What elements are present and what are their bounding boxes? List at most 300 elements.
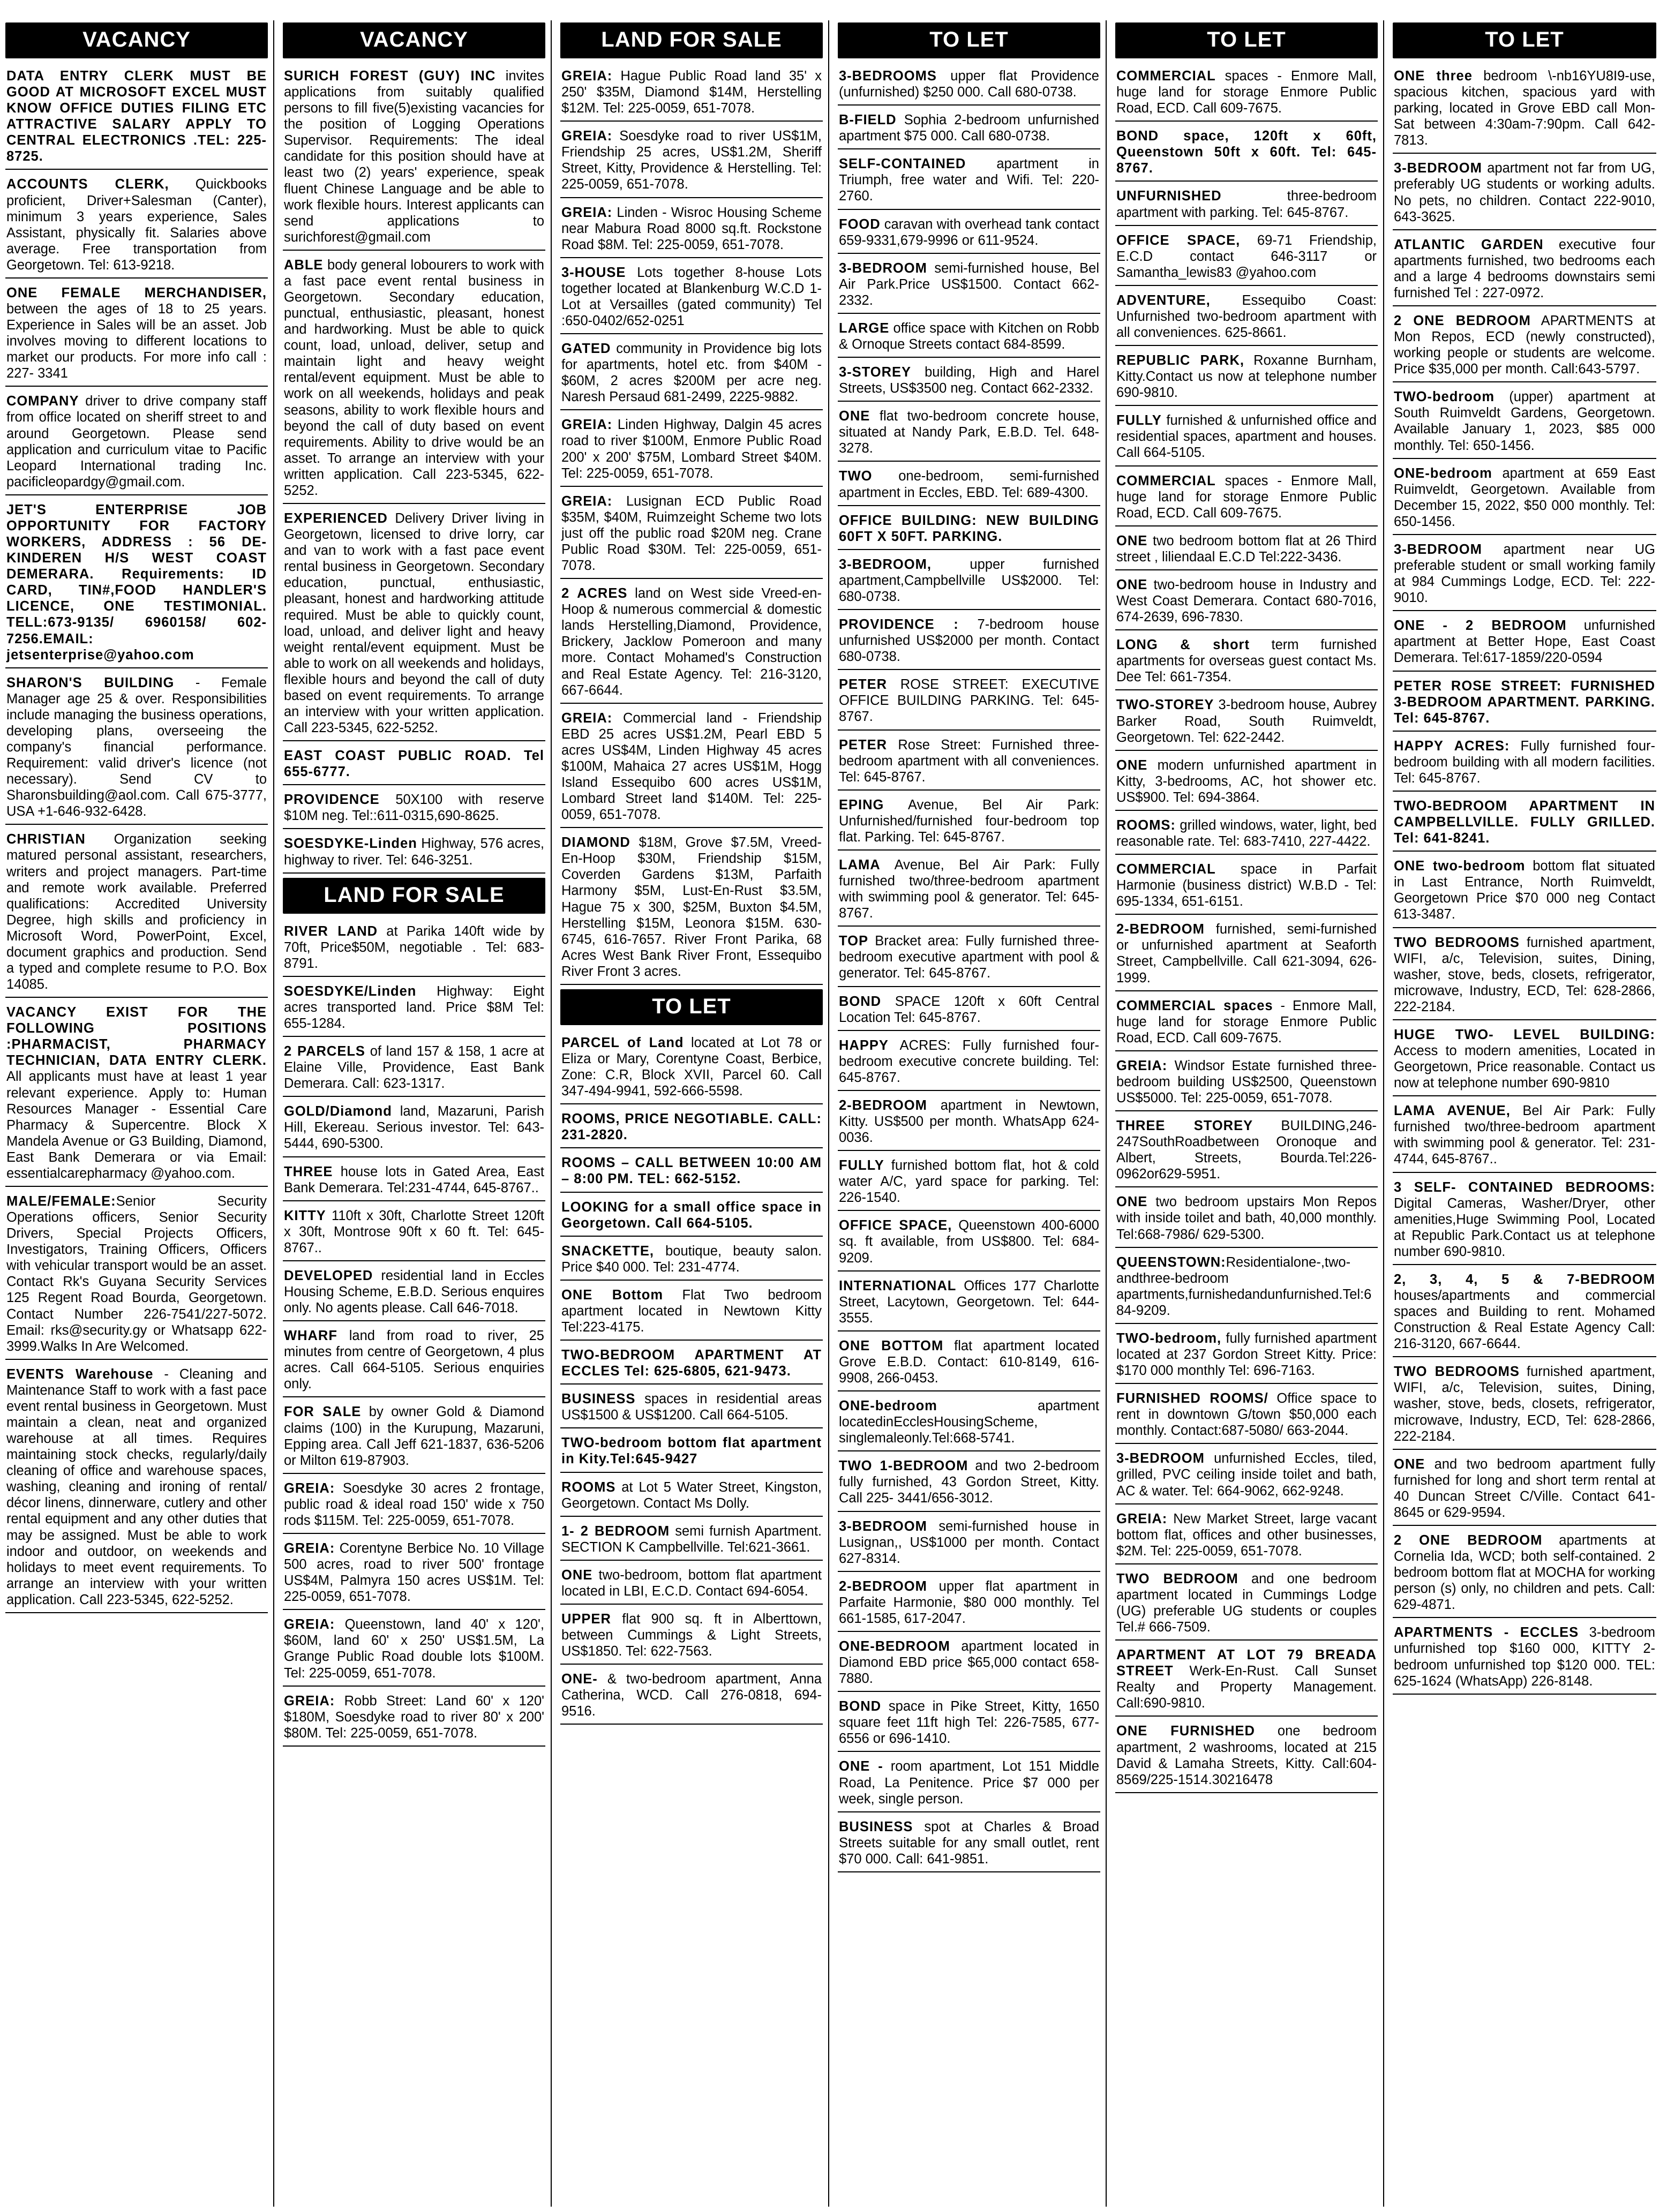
classified-ad	[1115, 1116, 1378, 1187]
classified-ad	[1393, 463, 1656, 535]
ad-lead: HAPPY	[839, 1037, 889, 1053]
ad-body: three-bedroom apartment with parking. Tel: 645-8767.	[1116, 189, 1377, 220]
classified-ad	[838, 1756, 1100, 1812]
classified-ad	[283, 66, 545, 251]
classified-ad	[560, 202, 823, 258]
classified-ad	[1393, 387, 1656, 458]
classified-ad	[1115, 350, 1378, 406]
ad-body: between the ages of 18 to 25 years. Experience in Sales will be an asset. Job involves moving to different locations to market our products. For more info call : 227- 3341	[6, 302, 267, 381]
classified-ad	[1115, 290, 1378, 346]
ad-lead: JET'S ENTERPRISE JOB OPPORTUNITY FOR FACTORY WORKERS, ADDRESS : 56 DE-KINDEREN H/S WEST COAST DEMERARA. Requirements: ID CARD, TIN#,FOOD HANDLER'S LICENCE, ONE TESTIMONIAL. TELL:673-9135/ 6960158/ 602-7256.EMAIL: jetsenterprise@yahoo.com	[6, 502, 267, 663]
classified-ad	[838, 510, 1100, 550]
ad-lead: ONE	[1394, 1456, 1425, 1472]
ad-lead: ONE	[1116, 757, 1148, 773]
classified-ad	[560, 66, 823, 122]
ad-lead: ABLE	[284, 257, 324, 273]
ad-body: two-bedroom, bottom flat apartment located in LBI, E.C.D. Contact 694-6054.	[561, 1567, 822, 1599]
ad-body: grilled windows, water, light, bed reasonable rate. Tel: 683-7410, 227-4422.	[1116, 817, 1377, 849]
classified-ad	[1115, 996, 1378, 1051]
ad-body: apartment not far from UG, preferably UG students or working adults. No pets, no children. Contact 222-9010, 643-3625.	[1394, 161, 1655, 224]
classified-ad	[1115, 1721, 1378, 1793]
ad-body: apartment locatedinEcclesHousingScheme, singlemaleonly.Tel:668-5741.	[839, 1398, 1099, 1446]
ad-body: apartment at 659 East Ruimveldt, Georgetown. Available from December 15, 2022, $50 000 monthly. Tel: 650-1456.	[1394, 465, 1655, 529]
ad-lead: ONE Bottom	[561, 1287, 663, 1303]
classified-ad	[283, 255, 545, 504]
ad-body: Office space to rent in downtown G/town $50,000 each monthly. Contact:687-5080/ 663-2044.	[1116, 1391, 1377, 1439]
classified-ad	[838, 795, 1100, 851]
classified-ad	[5, 1364, 268, 1613]
classified-ad	[838, 735, 1100, 791]
ad-lead: BUSINESS	[561, 1391, 636, 1407]
ad-body: 69-71 Friendship, E.C.D contact 646-3117 or Samantha_lewis83 @yahoo.com	[1116, 232, 1377, 280]
ad-lead: 2-BEDROOM	[839, 1097, 927, 1113]
classified-ad	[5, 66, 268, 170]
ad-lead: FULLY	[839, 1158, 884, 1173]
ad-body: 110ft x 30ft, Charlotte Street 120ft x 30ft, Montrose 90ft x 60 ft. Tel: 645-8767..	[284, 1208, 544, 1255]
ad-lead: 1- 2 BEDROOM	[561, 1523, 670, 1539]
classified-ad	[1393, 1269, 1656, 1357]
classified-ad	[838, 991, 1100, 1031]
ad-lead: LAMA	[839, 857, 881, 872]
section-header: TO LET	[1115, 22, 1378, 58]
classified-ad	[560, 1389, 823, 1428]
ad-lead: TOP	[839, 934, 868, 949]
classified-ad	[1393, 235, 1656, 306]
ad-body: unfurnished Eccles, tiled, grilled, PVC ceiling inside toilet and bath, AC & water. Tel: 664-9062, 662-9248.	[1116, 1451, 1377, 1499]
ad-lead: TWO-STOREY	[1116, 697, 1214, 713]
ad-lead: COMMERCIAL spaces	[1116, 998, 1273, 1013]
ad-body: fully furnished apartment located at 237 Gordon Street Kitty. Price: $170 000 monthly Tel: 696-7163.	[1116, 1330, 1377, 1379]
ad-body: room apartment, Lot 151 Middle Road, La Penitence. Price $7 000 per week, single person.	[839, 1759, 1099, 1807]
ad-body: one-bedroom, semi-furnished apartment in Eccles, EBD. Tel: 689-4300.	[839, 469, 1099, 500]
ad-body: bottom flat situated in Last Entrance, North Ruimveldt, Georgetown Price $70 000 neg Contact 613-3487.	[1394, 859, 1655, 922]
classified-ad	[838, 1215, 1100, 1271]
classified-ad	[5, 1191, 268, 1360]
ad-body: upper flat Providence (unfurnished) $250 000. Call 680-0738.	[839, 69, 1099, 100]
ad-lead: 2 PARCELS	[284, 1044, 365, 1059]
classified-ad	[1115, 919, 1378, 991]
classified-ad	[283, 746, 545, 785]
ad-body: Corentyne Berbice No. 10 Village 500 acres, road to river 500' frontage US$4M, Palmyra 150 acres US$1M. Tel: 225-0059, 651-7078.	[284, 1541, 544, 1605]
classified-ad	[560, 1433, 823, 1472]
ad-body: furnished bottom flat, hot & cold water A/C, yard space for parking. Tel: 226-1540.	[839, 1158, 1099, 1206]
ad-body: 3-bedroom unfurnished top $160 000, KITTY 2-bedroom unfurnished top $120 000. TEL: 625-1624 (WhatsApp) 226-8148.	[1394, 1625, 1655, 1689]
ad-body: land from road to river, 25 minutes from centre of Georgetown, 4 plus acres. Call 664-5105. Serious enquiries only.	[284, 1328, 544, 1392]
ad-lead: 3-BEDROOM,	[839, 556, 932, 572]
ad-lead: EAST COAST PUBLIC ROAD. Tel 655-6777.	[284, 748, 544, 780]
ad-body: term furnished apartments for overseas guest contact Ms. Dee Tel: 661-7354.	[1116, 637, 1377, 685]
ad-body: residential land in Eccles Housing Scheme, E.B.D. Serious enquires only. No agents please. Call 646-7018.	[284, 1268, 544, 1316]
classified-ad	[838, 674, 1100, 730]
ad-lead: SURICH FOREST (GUY) INC	[284, 69, 496, 84]
section-header: VACANCY	[5, 22, 268, 58]
classified-ad	[283, 1538, 545, 1610]
ad-lead: ONE	[561, 1567, 593, 1583]
classified-ad	[1393, 1101, 1656, 1172]
ad-lead: GOLD/Diamond	[284, 1104, 392, 1119]
classified-ad	[1393, 539, 1656, 611]
classified-ad	[838, 1516, 1100, 1572]
ad-lead: EVENTS Warehouse	[6, 1366, 154, 1382]
ad-lead: ONE	[839, 409, 870, 424]
ad-lead: ROOMS, PRICE NEGOTIABLE. CALL: 231-2820.	[561, 1111, 822, 1143]
ad-lead: TWO-BEDROOM APARTMENT AT ECCLES Tel: 625-6805, 621-9473.	[561, 1348, 822, 1379]
section-header: TO LET	[1393, 22, 1656, 58]
classified-ad	[283, 1326, 545, 1397]
ad-body: spaces in residential areas US$1500 & US$1200. Call 664-5105.	[561, 1391, 822, 1423]
classified-ad	[283, 1402, 545, 1473]
ad-lead: SHARON'S BUILDING	[6, 675, 175, 690]
classified-ad	[1393, 158, 1656, 230]
ad-lead: SELF-CONTAINED	[839, 156, 966, 172]
ad-body: 50X100 with reserve $10M neg. Tel::611-0315,690-8625.	[284, 792, 544, 824]
ad-body: semi-furnished house in Lusignan,, US$1000 per month. Contact 627-8314.	[839, 1518, 1099, 1566]
ad-lead: LARGE	[839, 320, 890, 336]
classified-ad	[283, 1041, 545, 1097]
classified-ad	[838, 1095, 1100, 1151]
classified-ad	[1393, 932, 1656, 1020]
ad-lead: ROOMS – CALL BETWEEN 10:00 AM – 8:00 PM. TEL: 662-5152.	[561, 1155, 822, 1187]
ad-body: semi furnish Apartment. SECTION K Campbellville. Tel:621-3661.	[561, 1523, 822, 1555]
ad-body: SPACE 120ft x 60ft Central Location Tel: 645-8767.	[839, 994, 1099, 1025]
ad-body: two-bedroom house in Industry and West Coast Demerara. Contact 680-7016, 674-2639, 696-7830.	[1116, 577, 1377, 625]
classified-ad	[283, 1478, 545, 1534]
classified-ad	[838, 1456, 1100, 1511]
ad-lead: QUEENSTOWN:	[1116, 1254, 1226, 1270]
ad-body: Lusignan ECD Public Road $35M, $40M, Ruimzeight Scheme two lots just off the public road $20M neg. Crane Public Road $30M. Tel: 225-0059, 651-7078.	[561, 493, 822, 574]
classified-ad	[560, 1565, 823, 1605]
ad-lead: ONE-	[561, 1672, 598, 1687]
classified-ad	[838, 1696, 1100, 1752]
ad-body: Senior Security Operations officers, Senior Security Drivers, Special Projects Officers, Investigators, Training Officers, Officers with vehicular transport would be an asset. Contact Rk's Guyana Security Services 125 Regent Road Bourda, Georgetown. Contact Number 226-7541/227-5072. Email: rks@security.gy or Whatsapp 622-3999.Walks In Are Welcomed.	[6, 1194, 267, 1354]
classified-ad	[1393, 66, 1656, 154]
ad-body: spot at Charles & Broad Streets suitable for any small outlet, rent $70 000. Call: 641-9851.	[839, 1819, 1099, 1867]
classified-ad	[1393, 676, 1656, 732]
ad-body: apartment near UG preferable student or small working family at 984 Cummings Lodge, ECD. Tel: 222-9010.	[1394, 541, 1655, 606]
ad-body: Highway, 576 acres, highway to river. Tel: 646-3251.	[284, 836, 544, 868]
ad-lead: ONE BOTTOM	[839, 1338, 944, 1353]
ad-body: two bedroom upstairs Mon Repos with inside toilet and bath, 40,000 monthly. Tel:668-7986/ 629-5300.	[1116, 1194, 1377, 1242]
classified-ad	[560, 1345, 823, 1385]
classified-ad	[560, 1521, 823, 1561]
classified-ad	[838, 362, 1100, 402]
classified-ad	[283, 1614, 545, 1686]
column-4	[838, 20, 1107, 2207]
ad-body: spaces - Enmore Mall, huge land for storage Enmore Public Road, ECD. Call 609-7675.	[1116, 69, 1377, 116]
classified-ad	[1115, 1388, 1378, 1444]
ad-lead: TWO-bedroom bottom flat apartment in Kity.Tel:645-9427	[561, 1435, 822, 1467]
classified-ad	[1393, 736, 1656, 792]
ad-lead: EPING	[839, 797, 884, 812]
classified-ad	[560, 1197, 823, 1237]
classified-ad	[1115, 186, 1378, 225]
ad-lead: 2 ONE BEDROOM	[1394, 1533, 1543, 1548]
ad-body: space in Parfait Harmonie (business district) W.B.D - Tel: 695-1334, 651-6151.	[1116, 862, 1377, 909]
classified-ad	[1115, 695, 1378, 750]
ad-body: Linden Highway, Dalgin 45 acres road to river $100M, Enmore Public Road 200' x 200' $75M, Lombard Street $40M. Tel: 225-0059, 651-7078.	[561, 417, 822, 481]
ad-body: and two 2-bedroom fully furnished, 43 Gordon Street, Kitty. Call 225- 3441/656-3012.	[839, 1458, 1099, 1506]
ad-body: 3-bedroom house, Aubrey Barker Road, South Ruimveldt, Georgetown. Tel: 622-2442.	[1116, 697, 1377, 745]
ad-lead: CHRISTIAN	[6, 832, 86, 847]
ad-lead: HUGE TWO- LEVEL BUILDING:	[1394, 1027, 1655, 1042]
classified-ad	[283, 1101, 545, 1157]
ad-lead: ADVENTURE,	[1116, 292, 1211, 308]
ad-lead: 2-BEDROOM	[839, 1578, 927, 1594]
ad-body: bedroom \-nb16YU8I9-use, spacious kitchen, spacious yard with parking, located in Grove EBD call Mon-Sat between 4:30am-7:90pm. Call 642-7813.	[1394, 69, 1655, 148]
classified-ad	[560, 1609, 823, 1665]
classified-ad	[838, 1396, 1100, 1451]
ad-lead: ACCOUNTS CLERK,	[6, 177, 169, 192]
classified-ad	[838, 154, 1100, 209]
ad-body: flat 900 sq. ft in Alberttown, between Cummings & Light Streets, US$1850. Tel: 622-7563.	[561, 1612, 822, 1659]
ad-lead: COMMERCIAL	[1116, 862, 1216, 877]
classified-ad	[1115, 755, 1378, 811]
ad-lead: PETER ROSE STREET: FURNISHED 3-BEDROOM APARTMENT. PARKING. Tel: 645-8767.	[1394, 678, 1655, 726]
classified-ad	[1393, 1530, 1656, 1618]
ad-lead: GATED	[561, 341, 611, 357]
ad-body: Sophia 2-bedroom unfurnished apartment $75 000. Call 680-0738.	[839, 112, 1099, 144]
ad-body: Linden - Wisroc Housing Scheme near Mabura Road 8000 sq.ft. Rockstone Road $8M. Tel: 225-0059, 651-7078.	[561, 205, 822, 252]
ad-body: unfurnished apartment at Better Hope, East Coast Demerara. Tel:617-1859/220-0594	[1394, 618, 1655, 666]
ad-lead: 3-BEDROOM	[1394, 541, 1482, 557]
ad-body: apartment in Newtown, Kitty. US$500 per month. WhatsApp 624-0036.	[839, 1097, 1099, 1146]
ad-lead: GREIA:	[561, 493, 613, 509]
ad-body: at Parika 140ft wide by 70ft, Price$50M, negotiable . Tel: 683-8791.	[284, 923, 545, 971]
ad-lead: ONE-bedroom	[1394, 465, 1492, 481]
ad-body: Windsor Estate furnished three-bedroom building US$2500, Queenstown US$5000. Tel: 225-0059, 651-7078.	[1116, 1058, 1377, 1105]
ad-body: Highway: Eight acres transported land. Price $8M Tel: 655-1284.	[284, 983, 544, 1031]
ad-lead: 2, 3, 4, 5 & 7-BEDROOM	[1394, 1271, 1655, 1287]
ad-lead: 3-BEDROOM	[839, 260, 927, 276]
ad-body: ROSE STREET: EXECUTIVE OFFICE BUILDING PARKING. Tel: 645-8767.	[839, 677, 1099, 725]
classified-ad	[5, 283, 268, 387]
classified-ad	[838, 66, 1100, 106]
ad-body: Queenstown, land 40' x 120', $60M, land 60' x 250' US$1.5M, La Grange Public Road double lots $100M. Tel: 225-0059, 651-7078.	[284, 1617, 544, 1681]
classified-ad	[1115, 815, 1378, 855]
section-header: TO LET	[838, 22, 1100, 58]
classified-ad	[1115, 1192, 1378, 1247]
ad-lead: TWO BEDROOMS	[1394, 1364, 1520, 1380]
classified-ad	[838, 1576, 1100, 1632]
ad-lead: ONE FEMALE MERCHANDISER,	[6, 285, 267, 300]
ad-body: $18M, Grove $7.5M, Vreed-En-Hoop $30M, Friendship $15M, Coverden Gardens $13M, Parfaith Harmony $5M, Lust-En-Rust $3.5M, Hague 75 x 300, $25M, Buxton $4.5M, Herstelling $15M, Leonora $15M. 630-6745, 616-7657. River Front Parika, 68 Acres West Bank River Front, Essequibo River Front 3 acres.	[561, 835, 822, 979]
ad-lead: BOND space, 120ft x 60ft, Queenstown 50ft x 60ft. Tel: 645-8767.	[1116, 129, 1377, 176]
ad-body: ACRES: Fully furnished four-bedroom executive concrete building. Tel: 645-8767.	[839, 1037, 1099, 1085]
ad-body: furnished apartment, WIFI, a/c, Television, suites, Dining, washer, stove, beds, closets, refrigerator, microwave, Industry, ECD, Tel: 628-2866, 222-2184.	[1394, 1364, 1655, 1444]
classified-ad	[560, 583, 823, 704]
classified-ad	[5, 829, 268, 998]
classified-ad	[5, 673, 268, 825]
classified-ad	[838, 1636, 1100, 1692]
classified-ad	[283, 508, 545, 741]
column-2	[283, 20, 552, 2207]
classified-ad	[1115, 1509, 1378, 1564]
classified-ad	[283, 1162, 545, 1201]
ad-body: & two-bedroom apartment, Anna Catherina, WCD. Call 276-0818, 694-9516.	[561, 1672, 822, 1719]
ad-lead: 2-BEDROOM	[1116, 922, 1205, 937]
ad-lead: 2 ACRES	[561, 586, 628, 601]
classified-ad	[1115, 471, 1378, 526]
classified-ad	[560, 832, 823, 985]
ad-lead: DEVELOPED	[284, 1268, 373, 1283]
classified-ad	[1115, 1569, 1378, 1641]
ad-lead: THREE	[284, 1164, 333, 1179]
ad-body: upper furnished apartment,Campbellville US$2000. Tel: 680-0738.	[839, 556, 1099, 604]
ad-lead: TWO-bedroom,	[1116, 1330, 1222, 1346]
ad-lead: GREIA:	[284, 1693, 335, 1709]
ad-body: Soesdyke road to river US$1M, Friendship 25 acres, US$1.2M, Sheriff Street, Kitty, Providence & Herstelling. Tel: 225-0059, 651-7078.	[561, 129, 822, 192]
ad-lead: OFFICE BUILDING: NEW BUILDING 60FT X 50FT. PARKING.	[839, 513, 1099, 544]
ad-lead: UNFURNISHED	[1116, 189, 1222, 204]
ad-lead: PETER	[839, 677, 888, 693]
classified-ad	[1115, 1645, 1378, 1717]
classified-ad	[560, 491, 823, 579]
ad-lead: THREE STOREY	[1116, 1118, 1253, 1134]
ad-body: land on West side Vreed-en-Hoop & numerous commercial & domestic lands Herstelling,Diamond, Providence, Brickery, Jacklow Pomeroon and many more. Contact Mohamed's Construction and Real Estate Agency. Tel: 216-3120, 667-6644.	[561, 586, 822, 698]
ad-lead: DATA ENTRY CLERK MUST BE GOOD AT MICROSOFT EXCEL MUST KNOW OFFICE DUTIES FILING ETC ATTRACTIVE SALARY APPLY TO CENTRAL ELECTRONICS .TEL: 225-8725.	[6, 69, 267, 164]
ad-lead: TWO	[839, 469, 873, 484]
ad-body: Access to modern amenities, Located in Georgetown, Price reasonable. Contact us now at telephone number 690-9810	[1394, 1043, 1655, 1091]
ad-lead: APARTMENTS - ECCLES	[1394, 1625, 1579, 1641]
ad-lead: ROOMS	[561, 1479, 616, 1495]
ad-body: Flat Two bedroom apartment located in Newtown Kitty Tel:223-4175.	[561, 1287, 822, 1335]
classified-ad	[838, 1155, 1100, 1211]
section-header: LAND FOR SALE	[560, 22, 823, 58]
classified-ad	[1393, 796, 1656, 852]
ad-body: apartment located in Diamond EBD price $65,000 contact 658-7880.	[839, 1639, 1099, 1687]
ad-body: at Lot 5 Water Street, Kingston, Georgetown. Contact Ms Dolly.	[561, 1479, 822, 1511]
ad-lead: GREIA:	[561, 69, 613, 84]
ad-body: modern unfurnished apartment in Kitty, 3-bedrooms, AC, hot shower etc. US$900. Tel: 694-3864.	[1116, 757, 1377, 805]
ad-body: Bracket area: Fully furnished three-bedroom executive apartment with pool & generator. Tel: 645-8767.	[839, 934, 1099, 981]
ad-lead: BOND	[839, 1699, 882, 1714]
ad-body: Lots together 8-house Lots together located at Blankenburg W.C.D 1-Lot at Versailles (gated community) Tel :650-0402/652-0251	[561, 265, 822, 329]
classified-ad	[560, 1109, 823, 1148]
classified-ad	[838, 214, 1100, 254]
classified-ad	[560, 415, 823, 486]
ad-lead: RIVER LAND	[284, 923, 378, 939]
ad-body: furnished, semi-furnished or unfurnished apartment at Seaforth Street, Campbellville. Call 621-3094, 626-1999.	[1116, 922, 1377, 985]
ad-lead: 3-HOUSE	[561, 265, 626, 280]
classified-ad	[560, 1477, 823, 1517]
ad-lead: GREIA:	[284, 1480, 335, 1496]
classified-ad	[838, 258, 1100, 314]
ad-body: executive four apartments furnished, two bedrooms each and a large 4 bedrooms downstairs semi furnished Tel : 227-0972.	[1394, 237, 1655, 300]
ad-body: of land 157 & 158, 1 acre at Elaine Ville, Providence, East Bank Demerara. Call: 623-1317.	[284, 1044, 544, 1092]
ad-body: driver to drive company staff from office located on sheriff street to and around Georgetown. Please send application and curriculum vitae to Pacific Leopard International trading Inc. pacificleopardgy@gmail.com.	[6, 394, 267, 490]
classified-ad	[838, 855, 1100, 927]
ad-lead: COMMERCIAL	[1116, 473, 1216, 488]
ad-lead: 3-BEDROOMS	[839, 69, 937, 84]
ad-body: Quickbooks proficient, Driver+Salesman (Canter), minimum 3 years experience, Sales Assistant, physically fit. Salaries above average. Free transportation from Georgetown. Tel: 613-9218.	[6, 177, 267, 273]
classified-ad	[1115, 1448, 1378, 1504]
ad-body: located at Lot 78 or Eliza or Mary, Corentyne Coast, Berbice, Zone: C.R, Block XVII, Parcel 60. Call 347-494-9941, 592-666-5598.	[561, 1035, 822, 1099]
classified-ad	[560, 1285, 823, 1341]
classified-ad	[838, 614, 1100, 670]
ad-lead: UPPER	[561, 1612, 611, 1627]
classified-ad	[1393, 615, 1656, 671]
ad-body: Robb Street: Land 60' x 120' $180M, Soesdyke road to river 80' x 200' $80M. Tel: 225-0059, 651-7078.	[284, 1693, 544, 1741]
classified-ad	[838, 466, 1100, 506]
ad-body: spaces - Enmore Mall, huge land for storage Enmore Public Road, ECD. Call 609-7675.	[1116, 473, 1377, 521]
ad-lead: OFFICE SPACE,	[839, 1218, 952, 1233]
ad-body: Rose Street: Furnished three-bedroom apartment with all conveniences. Tel: 645-8767.	[839, 737, 1099, 785]
classified-ad	[838, 406, 1100, 462]
ad-lead: DIAMOND	[561, 835, 630, 851]
ad-lead: BOND	[839, 994, 882, 1009]
classified-ad	[838, 931, 1100, 987]
ad-body: upper flat apartment in Parfaite Harmonie, $80 000 monthly. Tel 661-1585, 617-2047.	[839, 1578, 1099, 1626]
ad-body: Delivery Driver living in Georgetown, licensed to drive lorry, car and van to work with a fast pace event rental business in Georgetown. Secondary education, punctual, enthusiastic, pleasant, honest and hardworking attitude required. Must be able to quickly count, load, unload, and deliver light and heavy weight rental/event equipment. Must be able to work on all weekends and holidays, flexible hours and beyond the call of duty based on event requirements. To arrange an interview with your written application. Call 223-5345, 622-5252.	[284, 511, 544, 736]
classified-ad	[560, 708, 823, 829]
classified-ad	[1393, 1361, 1656, 1449]
ad-lead: BUSINESS	[839, 1819, 913, 1834]
ad-body: land, Mazaruni, Parish Hill, Ekereau. Serious investor. Tel: 643-5444, 690-5300.	[284, 1104, 544, 1152]
ad-body: 7-bedroom house unfurnished US$2000 per month. Contact 680-0738.	[839, 617, 1099, 665]
classified-ad	[5, 500, 268, 668]
ad-lead: 3-BEDROOM	[1394, 161, 1482, 176]
section-header: TO LET	[560, 989, 823, 1025]
ad-body: flat two-bedroom concrete house, situated at Nandy Park, E.B.D. Tel. 648-3278.	[839, 409, 1099, 456]
ad-lead: GREIA:	[284, 1541, 335, 1556]
classified-ad	[1115, 1252, 1378, 1324]
classified-ad	[1115, 410, 1378, 466]
ad-body: APARTMENTS at Mon Repos, ECD (newly constructed), working people or students are welcome. Price $35,000 per month. Call:643-5797.	[1394, 313, 1655, 377]
ad-lead: 3-BEDROOM	[1116, 1451, 1205, 1466]
ad-lead: 2 ONE BEDROOM	[1394, 313, 1531, 329]
ad-lead: ONE three	[1394, 69, 1473, 84]
classified-ad	[560, 1033, 823, 1104]
ad-lead: FULLY	[1116, 413, 1162, 428]
classified-ad	[1393, 1622, 1656, 1694]
classified-ad	[5, 1002, 268, 1187]
ad-body: space in Pike Street, Kitty, 1650 square feet 11ft high Tel: 226-7585, 677-6556 or 696-1410.	[839, 1699, 1099, 1747]
ad-body: Essequibo Coast: Unfurnished two-bedroom apartment with all conveniences. 625-8661.	[1116, 292, 1377, 341]
ad-body: apartments at Cornelia Ida, WCD; both self-contained. 2 bedroom bottom flat at MOCHA for working person (s) only, no children and pets. Call: 629-4871.	[1394, 1533, 1655, 1613]
ad-lead: ONE	[1116, 577, 1148, 592]
classified-ad	[1115, 66, 1378, 122]
ad-body: flat apartment located Grove E.B.D. Contact: 610-8149, 616-9908, 266-0453.	[839, 1338, 1099, 1386]
ad-body: Roxanne Burnham, Kitty.Contact us now at telephone number 690-9810.	[1116, 353, 1377, 401]
section-header: VACANCY	[283, 22, 545, 58]
ad-body: - Cleaning and Maintenance Staff to work with a fast pace event rental business in Georgetown. Must maintain a clean, neat and organized warehouse at all times. Requires maintaining stock checks, regularly/daily cleaning of office and warehouse spaces, washing, cleaning and ironing of rental/ décor linens, dinnerware, cutlery and other rental equipment and any other duties that may be assigned. Must be able to work indoor and outdoor, on weekends and holidays to meet event requirements. To arrange an interview with your written application. Call 223-5345, 622-5252.	[6, 1366, 267, 1607]
ad-lead: 3 SELF- CONTAINED BEDROOMS:	[1394, 1179, 1655, 1195]
ad-lead: LONG & short	[1116, 637, 1250, 653]
section-header: LAND FOR SALE	[283, 878, 545, 914]
ad-lead: TWO 1-BEDROOM	[839, 1458, 968, 1474]
ad-lead: ONE - 2 BEDROOM	[1394, 618, 1567, 634]
ad-lead: ROOMS:	[1116, 817, 1176, 833]
ad-lead: TWO BEDROOMS	[1394, 935, 1520, 950]
classified-ad	[283, 1266, 545, 1321]
classified-ad	[1393, 1177, 1656, 1265]
ad-body: furnished & unfurnished office and residential spaces, apartment and houses. Call 664-5105.	[1116, 413, 1377, 461]
ad-lead: PROVIDENCE	[284, 792, 380, 808]
ad-lead: PETER	[839, 737, 888, 753]
classified-ad	[283, 833, 545, 873]
ad-body: building, High and Harel Streets, US$3500 neg. Contact 662-2332.	[839, 365, 1099, 396]
classified-ad	[838, 1817, 1100, 1872]
ad-lead: TWO BEDROOM	[1116, 1571, 1238, 1586]
ad-body: house lots in Gated Area, East Bank Demerara. Tel:231-4744, 645-8767..	[284, 1164, 544, 1195]
classified-ad	[5, 391, 268, 495]
ad-body: Avenue, Bel Air Park: Unfurnished/furnished four-bedroom top flat. Parking. Tel: 645-8767.	[839, 797, 1099, 845]
ad-body: Commercial land - Friendship EBD 25 acres US$1.2M, Pearl EBD 5 acres US$4M, Linden Highway 45 acres $100M, Mahaica 27 acres US$1M, Hogg Island Essequibo 600 acres US$1M, Lombard Street land $140M. Tel: 225-0059, 651-7078.	[561, 710, 822, 823]
classified-ad	[838, 318, 1100, 358]
ad-body: office space with Kitchen on Robb & Ornoque Streets contact 684-8599.	[839, 320, 1099, 352]
classified-ad	[1115, 575, 1378, 630]
classified-ad	[838, 1276, 1100, 1331]
